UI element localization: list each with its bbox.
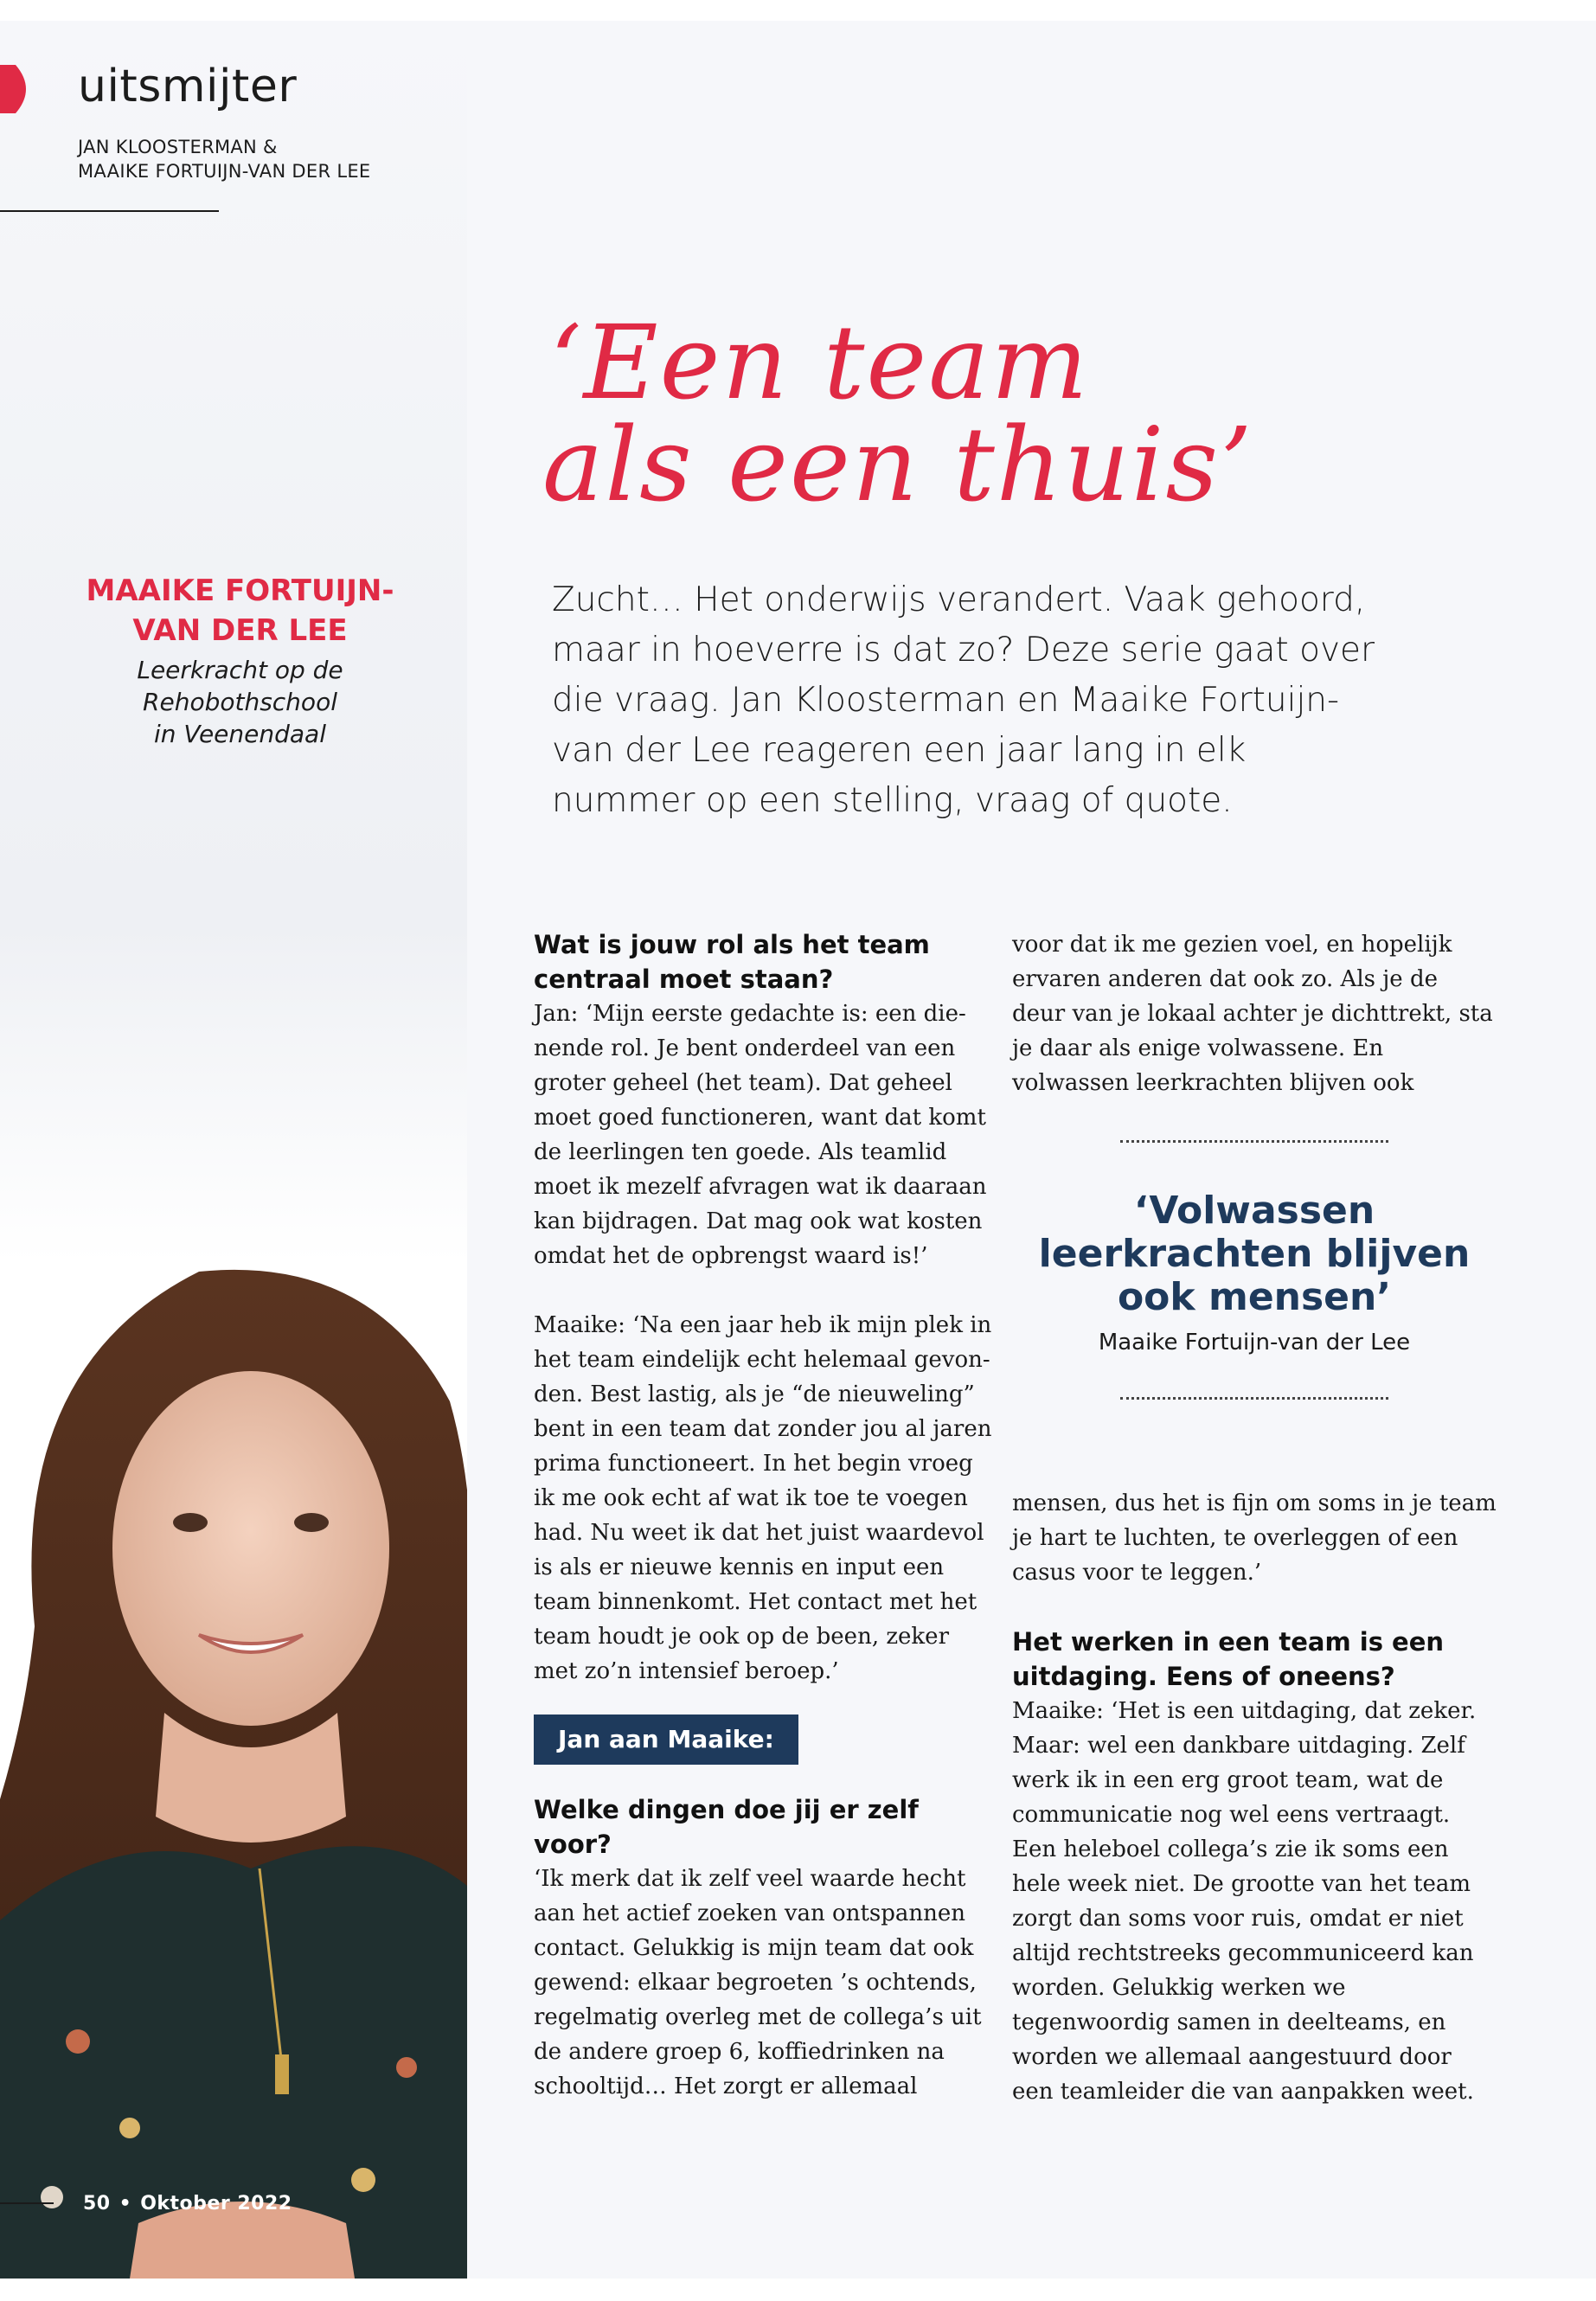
question-2-answer: ‘Ik merk dat ik zelf veel waarde hecht aan het actief zoeken van ontspannen contact. Gelukkig is mijn team dat ook gewend: elkaar begroeten ’s ochtends, regelmatig overleg met de collega’s uit de andere groep 6, koffiedrinken na schooltijd… Het zorgt er allemaal	[534, 1866, 982, 2099]
authors-line-2: MAAIKE FORTUIJN-VAN DER LEE	[78, 161, 371, 182]
authors-line-1: JAN KLOOSTERMAN &	[78, 137, 278, 157]
paragraph-gap	[534, 1273, 992, 1308]
intro-paragraph: Zucht… Het onderwijs verandert. Vaak gehoord, maar in hoeverre is dat zo? Deze serie gaat over die vraag. Jan Kloosterman en Maaike Fortuijn-van der Lee reageren een jaar lang in elk nummer op een stelling, vraag of quote.	[552, 580, 1375, 820]
answer-continuation: voor dat ik me gezien voel, en hopelijk ervaren anderen dat ook zo. Als je de deur van je lokaal achter je dichttrekt, sta je daar als enige volwassene. En volwassen leerkrachten blijven ook	[1012, 932, 1493, 1096]
question-3-answer: Maaike: ‘Het is een uitdaging, dat zeker. Maar: wel een dankbare uitdaging. Zelf werk ik in een erg groot team, wat de communicatie nog wel eens vertraagt. Een heleboel collega’s zie ik soms een hele week niet. De grootte van het team zorgt dan soms voor ruis, omdat er niet altijd rechtstreeks gecommuniceerd kan worden. Gelukkig werken we tegenwoordig samen in deelteams, en worden we allemaal aangestuurd door een teamleider die van aanpakken weet.	[1012, 1698, 1477, 2105]
pullquote-line-2: leerkrachten blijven	[1038, 1232, 1471, 1276]
article-headline	[542, 303, 1254, 524]
header-divider	[0, 210, 219, 212]
profile-role-line-1: Leerkracht op de	[137, 656, 343, 684]
headline-line-2: als een thuis’	[542, 405, 1254, 524]
section-badge: Jan aan Maaike:	[534, 1715, 798, 1765]
question-2: Welke dingen doe jij er zelf voor?	[534, 1795, 919, 1859]
separator-dot: •	[119, 2192, 132, 2214]
pullquote-text	[1012, 1189, 1497, 1319]
author-profile	[78, 571, 402, 750]
pullquote-line-1: ‘Volwassen	[1133, 1189, 1375, 1233]
issue-date: Oktober 2022	[140, 2192, 292, 2214]
answer-continuation-2: mensen, dus het is fijn om soms in je team je hart te luchten, te overleggen of een casus voor te leggen.’	[1012, 1490, 1497, 1586]
section-marker-icon	[0, 65, 36, 113]
pullquote-author: Maaike Fortuijn-van der Lee	[1098, 1330, 1411, 1356]
profile-name-line-2: VAN DER LEE	[132, 613, 348, 648]
question-3-line-1: Het werken in een team is een	[1012, 1627, 1445, 1657]
question-3	[1012, 1625, 1497, 1694]
profile-name-line-1: MAAIKE FORTUIJN-	[86, 574, 394, 608]
question-1	[534, 927, 992, 997]
profile-role	[78, 654, 402, 750]
section-name: uitsmijter	[78, 61, 298, 112]
profile-name	[78, 571, 402, 651]
profile-role-line-3: in Veenendaal	[154, 720, 326, 748]
article-column-1	[534, 927, 992, 2104]
pull-quote	[1012, 1140, 1497, 1400]
page-number: 50	[83, 2192, 111, 2214]
question-1-line-2: centraal moet staan?	[534, 965, 834, 994]
paragraph-gap	[1012, 1590, 1497, 1625]
question-3-line-2: uitdaging. Eens of oneens?	[1012, 1662, 1395, 1691]
question-1-line-1: Wat is jouw rol als het team	[534, 930, 930, 959]
footer-rule	[0, 2202, 54, 2204]
article-column-2-bottom	[1012, 1486, 1497, 2109]
jan-answer: Jan: ‘Mijn eerste gedachte is: een dienende rol. Je bent onderdeel van een groter geheel (het team). Dat geheel moet goed functioneren, want dat komt de leerlingen ten goede. Als teamlid moet ik mezelf afvragen wat ik daaraan kan bijdragen. Dat mag ook wat kosten omdat het de opbrengst waard is!’	[534, 1001, 987, 1269]
column-authors	[78, 135, 370, 183]
profile-role-line-2: Rehobothschool	[143, 688, 337, 716]
pullquote-top-divider	[1120, 1140, 1388, 1143]
page-footer	[0, 2189, 292, 2218]
headline-line-1: ‘Een team	[549, 303, 1090, 422]
pullquote-bottom-divider	[1120, 1397, 1388, 1400]
pullquote-line-3: ook mensen’	[1117, 1275, 1392, 1319]
footer-text	[83, 2193, 292, 2214]
author-portrait-photo	[0, 1263, 467, 2279]
article-column-2-top	[1012, 927, 1497, 1100]
maaike-answer: Maaike: ‘Na een jaar heb ik mijn plek in het team eindelijk echt helemaal gevonden. Best lastig, als je “de nieuweling” bent in een team dat zonder jou al jaren prima functioneert. In het begin vroeg ik me ook echt af wat ik toe te voegen had. Nu weet ik dat het juist waardevol is als er nieuwe kennis en input een team binnenkomt. Het contact met het team houdt je ook op de been, zeker met zo’n intensief beroep.’	[534, 1312, 992, 1684]
